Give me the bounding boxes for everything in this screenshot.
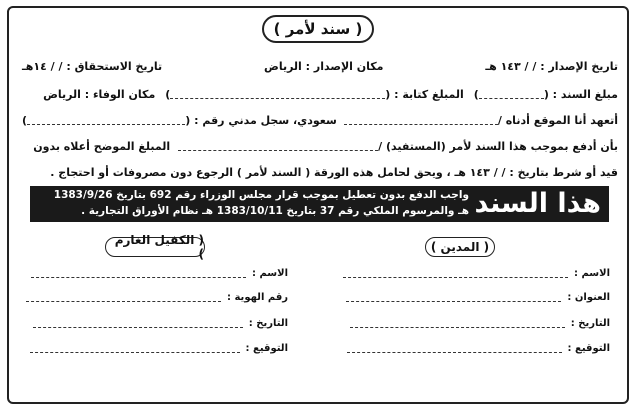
debtor-date-line xyxy=(350,320,565,328)
due-date: تاريخ الاستحقاق : / / ١٤هـ xyxy=(22,60,163,73)
guarantor-signature-label: التوقيع : xyxy=(245,343,288,354)
guarantor-signature-row xyxy=(30,343,288,354)
undersigned-line xyxy=(344,116,498,125)
amount-close: ) xyxy=(473,88,479,101)
debtor-address-line xyxy=(346,294,561,302)
row-condition xyxy=(22,166,618,179)
row-dates xyxy=(22,60,618,73)
amount-words-line xyxy=(170,90,385,99)
debtor-heading xyxy=(425,237,495,257)
guarantor-name-line xyxy=(31,270,246,278)
guarantor-date-label: التاريخ : xyxy=(248,318,288,329)
debtor-address-row xyxy=(346,292,610,303)
amount-words-label: المبلغ كتابة : ( xyxy=(385,88,464,101)
amount-line xyxy=(479,90,544,99)
guarantor-id-row xyxy=(26,292,288,303)
row-amount xyxy=(22,88,618,101)
banner-brand: هذا السند xyxy=(474,188,601,219)
debtor-address-label: العنوان : xyxy=(567,292,610,303)
debtor-signature-label: التوقيع : xyxy=(567,343,610,354)
guarantor-date-row xyxy=(33,318,288,329)
payment-place: مكان الوفاء : الرياض xyxy=(43,88,156,101)
issue-date: تاريخ الإصدار : / / ١٤٣ هـ xyxy=(485,60,618,73)
debtor-date-row xyxy=(350,318,610,329)
beneficiary-line xyxy=(178,142,378,151)
guarantor-heading xyxy=(105,233,205,261)
row-pay xyxy=(22,140,618,153)
banner-line-2: هـ والمرسوم الملكي رقم 37 بتاريخ 1383/10/11 هـ نظام الأوراق التجارية . xyxy=(81,205,469,217)
debtor-signature-row xyxy=(347,343,610,354)
guarantor-id-line xyxy=(26,294,221,302)
condition-text: قيد أو شرط بتاريخ : / / ١٤٣ هـ ، ويحق لحامل هذه الورقة ( السند لأمر ) الرجوع دون مصروفات أو احتجاج . xyxy=(50,166,618,179)
row-undersigned xyxy=(22,114,618,127)
guarantor-name-row xyxy=(31,268,288,279)
debtor-heading-text: ( المدين ) xyxy=(430,240,490,254)
legal-banner xyxy=(30,186,609,222)
debtor-name-row xyxy=(343,268,610,279)
amount-words-close: ) xyxy=(165,88,171,101)
id-line xyxy=(27,116,185,125)
document-title xyxy=(262,15,374,43)
amount-label: مبلغ السند : ( xyxy=(543,88,618,101)
banner-line-1: واجب الدفع بدون تعطيل بموجب قرار مجلس الوزراء رقم 692 بتاريخ 1383/9/26 xyxy=(53,189,469,201)
undersigned-label: أتعهد أنا الموقع أدناه / xyxy=(497,114,618,127)
title-text: ( سند لأمر ) xyxy=(273,20,363,38)
guarantor-id-label: رقم الهوية : xyxy=(227,292,288,303)
debtor-name-label: الاسم : xyxy=(573,268,610,279)
id-close: ) xyxy=(21,114,28,127)
guarantor-signature-line xyxy=(30,345,240,353)
debtor-signature-line xyxy=(347,345,562,353)
amount-above: المبلغ الموضح أعلاه بدون xyxy=(33,140,171,153)
nationality-label: سعودي، سجل مدني رقم : ( xyxy=(185,114,337,127)
pay-label: بأن أدفع بموجب هذا السند لأمر (المستفيد) / xyxy=(378,140,618,153)
guarantor-heading-text: ( الكفيل الغارم ) xyxy=(114,233,204,261)
debtor-date-label: التاريخ : xyxy=(570,318,610,329)
guarantor-date-line xyxy=(33,320,243,328)
guarantor-name-label: الاسم : xyxy=(251,268,288,279)
debtor-name-line xyxy=(343,270,568,278)
issue-place: مكان الإصدار : الرياض xyxy=(264,60,384,73)
